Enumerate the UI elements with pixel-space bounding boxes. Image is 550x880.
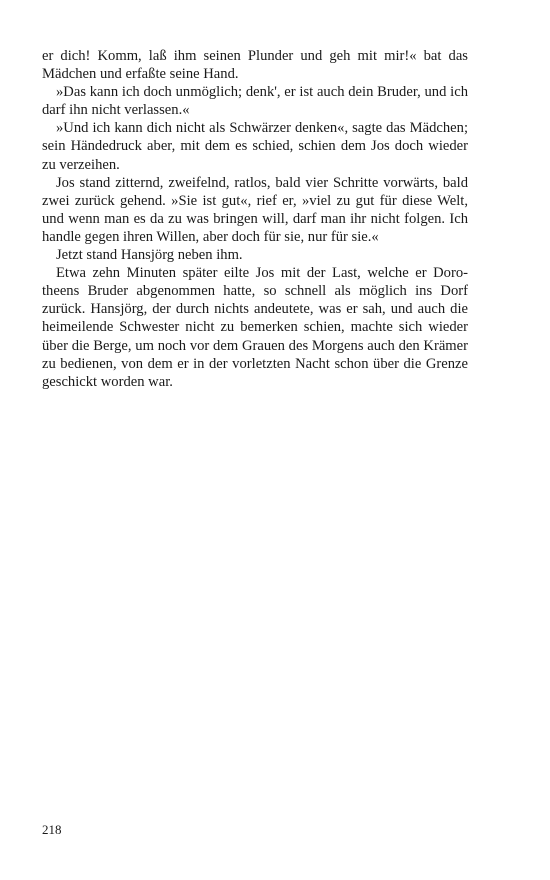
paragraph-5: Jetzt stand Hansjörg neben ihm. (56, 247, 243, 264)
paragraph-6: Etwa zehn Minuten später eilte Jos mit der Last, welche er Dorotheens Bruder abgenommen hatte, so schnell als möglich ins Dorf zurück. Hansjörg, der durch nichts andeutete, was er sah, und auch die heimeilende Schwester nicht zu bemerken schien, machte sich wieder über die Berge, um noch vor dem Grauen des Morgens auch den Krämer zu bedienen, von dem er in der vorletzten Nacht schon über die Grenze geschickt worden war. (42, 265, 468, 390)
paragraph-4: Jos stand zitternd, zweifelnd, ratlos, bald vier Schritte vorwärts, bald zwei zurück gehend. »Sie ist gut«, rief er, »viel zu gut für diese Welt, und wenn man es da zu was bringen will, darf man ihr nicht folgen. Ich handle gegen ihren Willen, aber doch für sie, nur für sie.« (42, 174, 468, 245)
paragraph-1: er dich! Komm, laß ihm seinen Plunder und geh mit mir!« bat das Mädchen und erfaßte seine Hand. (42, 48, 468, 83)
body-text (42, 47, 468, 391)
paragraph-2: »Das kann ich doch unmöglich; denk', er ist auch dein Bruder, und ich darf ihn nicht verlassen.« (42, 84, 468, 119)
page-number: 218 (42, 822, 62, 837)
paragraph-3: »Und ich kann dich nicht als Schwärzer denken«, sagte das Mädchen; sein Händedruck aber, mit dem es schied, schien dem Jos doch wieder zu verzeihen. (42, 120, 468, 173)
